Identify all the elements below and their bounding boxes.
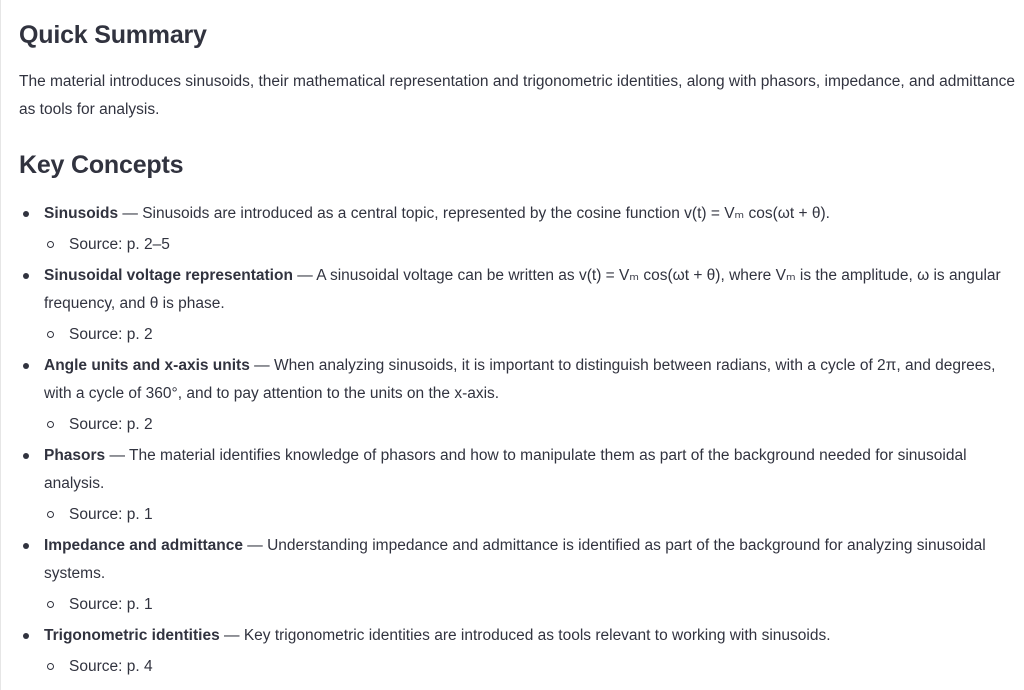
concept-term: Angle units and x-axis units [44, 357, 250, 374]
key-concepts-heading: Key Concepts [19, 151, 184, 179]
concept-item-phasors [19, 442, 1019, 529]
bullet-icon [23, 363, 29, 369]
concept-item-impedance-admittance [19, 532, 1019, 619]
source-text: Source: p. 2 [69, 326, 153, 343]
bullet-icon [23, 273, 29, 279]
key-concepts-list [19, 200, 1019, 684]
concept-description: Understanding impedance and admittance is identified as part of the background for analyzing sinusoidal systems. [44, 537, 986, 582]
hollow-bullet-icon [47, 241, 54, 248]
concept-term: Phasors [44, 447, 106, 464]
concept-description: The material identifies knowledge of phasors and how to manipulate them as part of the background needed for sinusoidal analysis. [44, 447, 967, 492]
concept-description: When analyzing sinusoids, it is important to distinguish between radians, with a cycle of 2π, and degrees, with a cycle of 360°, and to pay attention to the units on the x-axis. [44, 357, 996, 402]
concept-separator: — [105, 447, 130, 464]
source-text: Source: p. 1 [69, 596, 153, 613]
concept-source [44, 501, 1019, 529]
concept-item-sinusoidal-voltage [19, 262, 1019, 349]
source-text: Source: p. 4 [69, 658, 153, 675]
concept-separator: — [292, 267, 317, 284]
bullet-icon [23, 211, 29, 217]
hollow-bullet-icon [47, 601, 54, 608]
concept-description: Key trigonometric identities are introduced as tools relevant to working with sinusoids. [243, 627, 831, 644]
hollow-bullet-icon [47, 511, 54, 518]
source-text: Source: p. 2–5 [69, 236, 170, 253]
concept-term: Impedance and admittance [44, 537, 243, 554]
concept-source [44, 231, 1019, 259]
summary-paragraph: The material introduces sinusoids, their mathematical representation and trigonometric identities, along with phasors, impedance, and admittance as tools for analysis. [19, 73, 1015, 118]
concept-description: A sinusoidal voltage can be written as v(t) = Vₘ cos(ωt + θ), where Vₘ is the amplitude, ω is angular frequency, and θ is phase. [44, 267, 1001, 312]
concept-term: Trigonometric identities [44, 627, 220, 644]
concept-separator: — [118, 205, 143, 222]
concept-item-angle-units [19, 352, 1019, 439]
concept-item-sinusoids [19, 200, 1019, 259]
hollow-bullet-icon [47, 663, 54, 670]
concept-description: Sinusoids are introduced as a central topic, represented by the cosine function v(t) = Vₘ cos(ωt + θ). [142, 205, 830, 222]
concept-term: Sinusoids [44, 205, 119, 222]
concept-item-trig-identities [19, 622, 1019, 681]
concept-source [44, 321, 1019, 349]
bullet-icon [23, 543, 29, 549]
bullet-icon [23, 633, 29, 639]
concept-separator: — [249, 357, 274, 374]
concept-term: Sinusoidal voltage representation [44, 267, 293, 284]
hollow-bullet-icon [47, 421, 54, 428]
concept-source [44, 411, 1019, 439]
concept-source [44, 653, 1019, 681]
source-text: Source: p. 2 [69, 416, 153, 433]
source-text: Source: p. 1 [69, 506, 153, 523]
bullet-icon [23, 453, 29, 459]
concept-separator: — [242, 537, 268, 554]
concept-source [44, 591, 1019, 619]
quick-summary-heading: Quick Summary [19, 21, 207, 49]
hollow-bullet-icon [47, 331, 54, 338]
concept-separator: — [219, 627, 244, 644]
